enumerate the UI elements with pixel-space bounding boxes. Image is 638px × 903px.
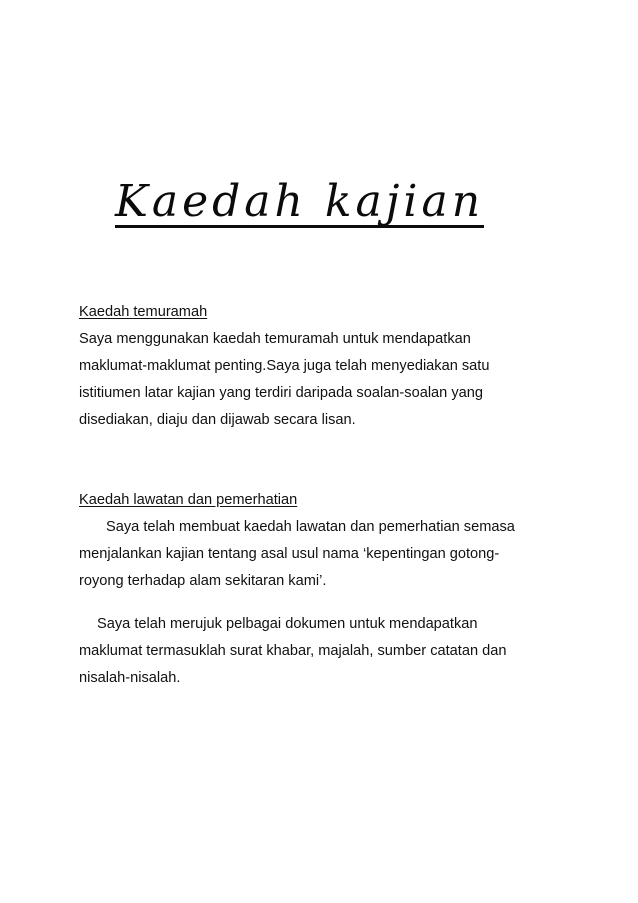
paragraph-line: nisalah-nisalah. [79, 670, 181, 686]
section-dokumen [79, 611, 559, 692]
paragraph-line: menjalankan kajian tentang asal usul nama ‘kepentingan gotong- [79, 546, 500, 562]
paragraph-line: royong terhadap alam sekitaran kami’. [79, 573, 327, 589]
paragraph-line: disediakan, diaju dan dijawab secara lisan. [79, 412, 356, 428]
section-heading: Kaedah temuramah [79, 304, 208, 320]
paragraph-line: maklumat-maklumat penting.Saya juga telah menyediakan satu [79, 358, 490, 374]
section-lawatan [79, 487, 559, 595]
paragraph-line: maklumat termasuklah surat khabar, majalah, sumber catatan dan [79, 643, 507, 659]
paragraph-line: Saya menggunakan kaedah temuramah untuk mendapatkan [79, 331, 471, 347]
paragraph-line: Saya telah membuat kaedah lawatan dan pemerhatian semasa [106, 519, 515, 535]
section-heading: Kaedah lawatan dan pemerhatian [79, 492, 298, 508]
paragraph-line: istitiumen latar kajian yang terdiri daripada soalan-soalan yang [79, 385, 483, 401]
section-temuramah [79, 299, 559, 434]
paragraph-line: Saya telah merujuk pelbagai dokumen untuk mendapatkan [97, 616, 478, 632]
page-title: Kaedah kajian [115, 176, 485, 227]
